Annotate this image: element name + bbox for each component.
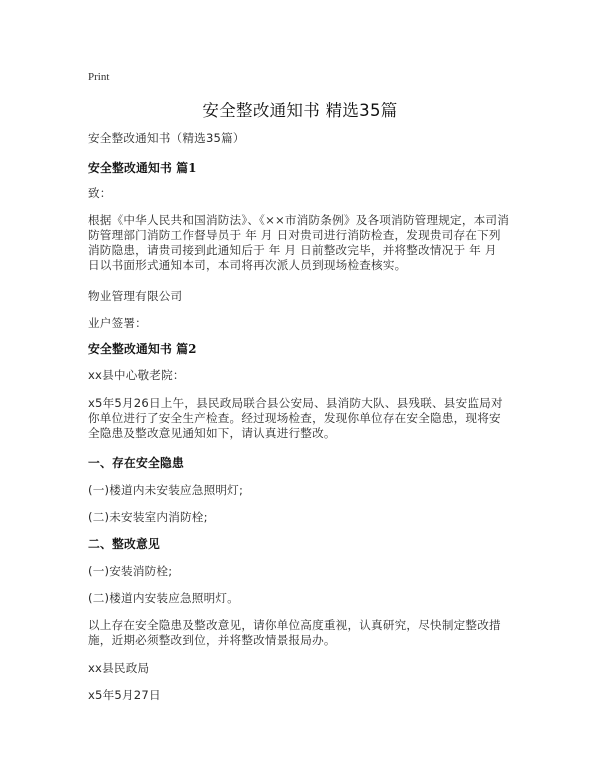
document-subtitle: 安全整改通知书（精选35篇） (88, 131, 245, 145)
print-label: Print (88, 71, 110, 83)
subsection-2-item-1: (一)安装消防栓; (88, 564, 173, 578)
subsection-2-heading: 二、整改意见 (88, 537, 160, 551)
section-2-sender: xx县民政局 (88, 661, 150, 675)
document-title: 安全整改通知书 精选35篇 (202, 101, 398, 120)
section-1-heading: 安全整改通知书 篇1 (88, 161, 197, 175)
section-1-salutation: 致： (88, 186, 112, 200)
subsection-1-heading: 一、存在安全隐患 (88, 456, 184, 470)
subsection-1-item-1: (一)楼道内未安装应急照明灯; (88, 483, 244, 497)
subsection-1-item-2: (二)未安装室内消防栓; (88, 510, 208, 524)
section-2-heading: 安全整改通知书 篇2 (88, 342, 197, 356)
section-2-closing: 以上存在安全隐患及整改意见，请你单位高度重视，认真研究，尽快制定整改措施，近期必须整改到位，并将整改情景报局办。 (88, 618, 501, 647)
subsection-2-item-2: (二)楼道内安装应急照明灯。 (88, 591, 239, 605)
section-1-sender: 物业管理有限公司 (88, 289, 183, 303)
section-2-date: x5年5月27日 (88, 688, 161, 702)
section-1-body: 根据《中华人民共和国消防法》、《××市消防条例》及各项消防管理规定，本司消防管理部门消防工作督导员于 年 月 日对贵司进行消防检查，发现贵司存在下列消防隐患，请贵司接到此通知后于 年 月 日前整改完毕，并将整改情况于 年 月 日以书面形式通知本司，本司将再次派人员到现场检查核实。 (88, 213, 510, 272)
section-2-salutation: xx县中心敬老院： (88, 368, 185, 382)
section-1-signature: 业户签署： (88, 316, 147, 330)
section-2-body: x5年5月26日上午，县民政局联合县公安局、县消防大队、县残联、县安监局对你单位进行了安全生产检查。经过现场检查，发现你单位存在安全隐患，现将安全隐患及整改意见通知如下，请认真进行整改。 (88, 396, 503, 440)
